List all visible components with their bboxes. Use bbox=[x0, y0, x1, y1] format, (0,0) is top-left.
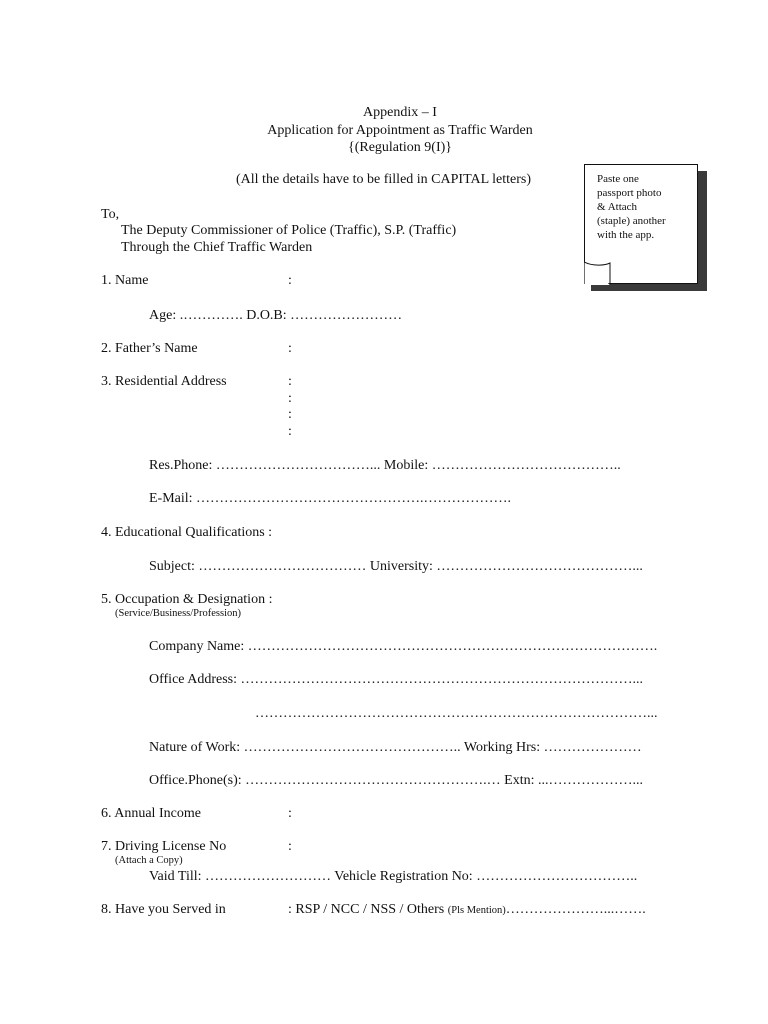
photo-box bbox=[584, 164, 698, 284]
residential-address-label: 3. Residential Address bbox=[101, 374, 227, 389]
photo-box-line: Paste one bbox=[597, 173, 639, 185]
served-in-label: 8. Have you Served in bbox=[101, 902, 226, 917]
age-dob-field[interactable]: Age: .…………. D.O.B: …………………… bbox=[149, 308, 403, 323]
license-note: (Attach a Copy) bbox=[115, 855, 183, 866]
office-phone-field[interactable]: Office.Phone(s): …………………………………………….… Extn: ...………………... bbox=[149, 773, 643, 788]
served-mention-note: (Pls Mention) bbox=[447, 905, 506, 916]
name-label: 1. Name bbox=[101, 273, 149, 288]
name-colon: : bbox=[288, 273, 292, 288]
address-colon: : bbox=[288, 391, 292, 406]
occupation-label: 5. Occupation & Designation : bbox=[101, 592, 273, 607]
photo-box-text bbox=[597, 172, 693, 242]
annual-income-label: 6. Annual Income bbox=[101, 806, 201, 821]
father-name-label: 2. Father’s Name bbox=[101, 341, 198, 356]
phone-mobile-field[interactable]: Res.Phone: ……………………………... Mobile: ………………………………….. bbox=[149, 458, 621, 473]
office-address-continued-field[interactable]: …………………………………………………………………………... bbox=[255, 706, 658, 721]
served-dots-field[interactable]: …………………...……. bbox=[505, 902, 646, 917]
office-address-field[interactable]: Office Address: …………………………………………………………………………... bbox=[149, 672, 643, 687]
to-salutation: To, bbox=[101, 207, 120, 222]
address-colon: : bbox=[288, 374, 292, 389]
photo-box-line: & Attach bbox=[597, 201, 638, 213]
folded-corner-icon bbox=[584, 261, 612, 285]
occupation-note: (Service/Business/Profession) bbox=[115, 608, 241, 619]
addressee-line: The Deputy Commissioner of Police (Traffic), S.P. (Traffic) bbox=[121, 223, 457, 238]
photo-box-line: passport photo bbox=[597, 187, 662, 199]
photo-box-line: with the app. bbox=[597, 229, 655, 241]
appendix-title: Appendix – I bbox=[363, 105, 437, 120]
nature-working-hours-field[interactable]: Nature of Work: ……………………………………….. Working Hrs: ………………… bbox=[149, 740, 642, 755]
subject-university-field[interactable]: Subject: ……………………………… University: ……………………………………... bbox=[149, 559, 643, 574]
capital-letters-instruction: (All the details have to be filled in CAPITAL letters) bbox=[236, 172, 532, 187]
address-colon: : bbox=[288, 424, 292, 439]
photo-box-line: (staple) another bbox=[597, 215, 666, 227]
application-title: Application for Appointment as Traffic Warden bbox=[267, 123, 533, 138]
regulation-reference: {(Regulation 9(I)} bbox=[347, 140, 453, 155]
addressee-line: Through the Chief Traffic Warden bbox=[121, 240, 313, 255]
income-colon: : bbox=[288, 806, 292, 821]
father-name-colon: : bbox=[288, 341, 292, 356]
address-colon: : bbox=[288, 407, 292, 422]
company-name-field[interactable]: Company Name: ……………………………………………………………………………. bbox=[149, 639, 658, 654]
license-colon: : bbox=[288, 839, 292, 854]
served-options-text: : RSP / NCC / NSS / Others bbox=[288, 902, 445, 917]
driving-license-label: 7. Driving License No bbox=[101, 839, 227, 854]
valid-till-vehicle-field[interactable]: Vaid Till: ……………………… Vehicle Registration No: …………………………….. bbox=[149, 869, 638, 884]
served-options bbox=[288, 901, 646, 919]
education-label: 4. Educational Qualifications : bbox=[101, 525, 273, 540]
email-field[interactable]: E-Mail: ………………………………………….………………. bbox=[149, 491, 512, 506]
